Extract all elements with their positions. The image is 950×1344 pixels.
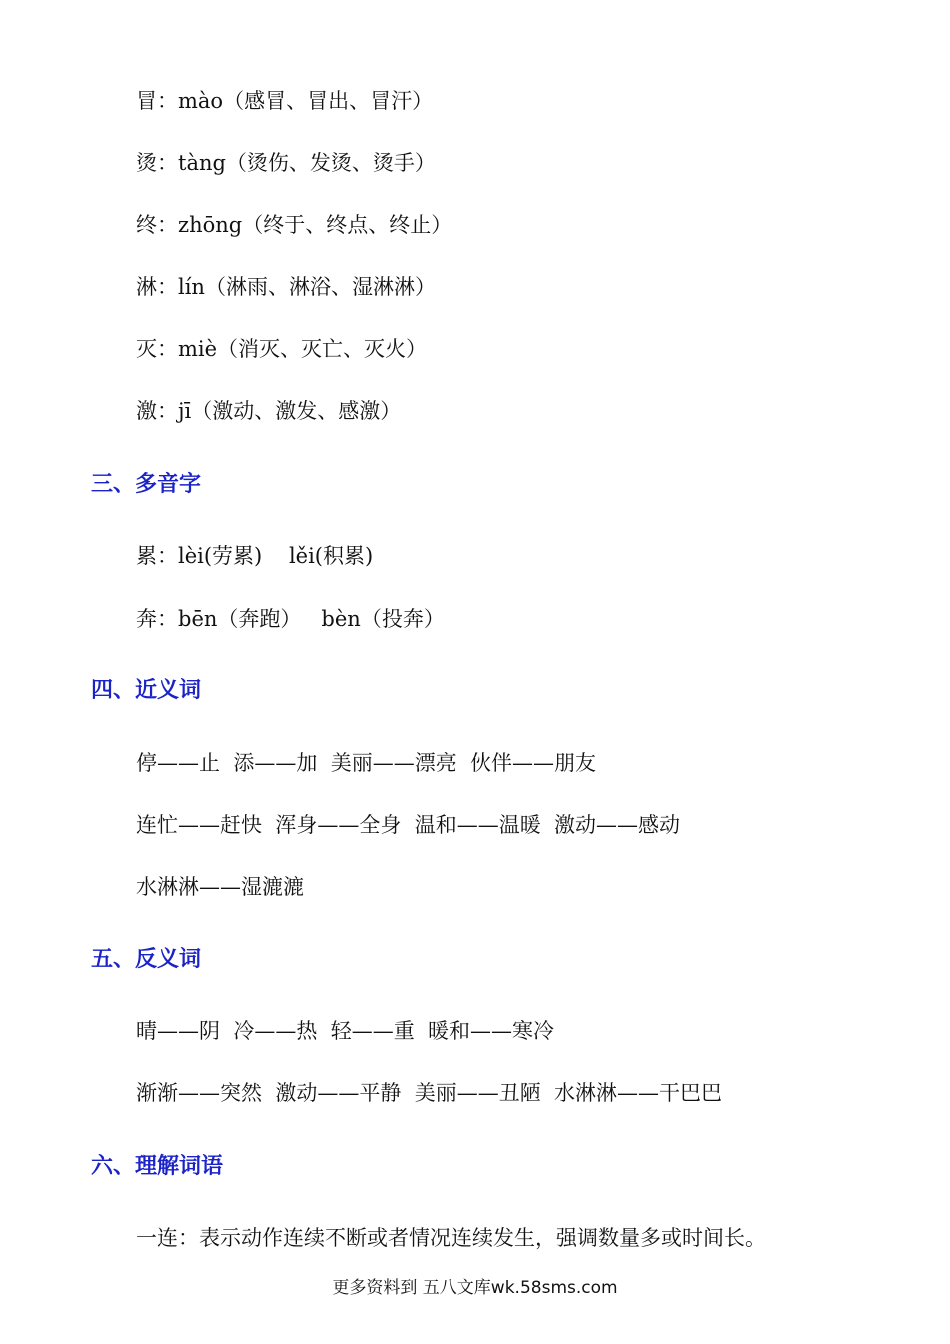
- entry-zhong: 终：zhōng（终于、终点、终止）: [136, 213, 453, 237]
- entry-mie: 灭：miè（消灭、灭亡、灭火）: [136, 337, 428, 361]
- entry-tang: 烫：tàng（烫伤、发烫、烫手）: [136, 151, 436, 175]
- synonyms-line-1: 停——止 添——加 美丽——漂亮 伙伴——朋友: [136, 751, 597, 775]
- section-heading-word-meanings: 六、理解词语: [91, 1154, 224, 1179]
- section-heading-antonyms: 五、反义词: [91, 947, 202, 972]
- antonyms-line-2: 渐渐——突然 激动——平静 美丽——丑陋 水淋淋——干巴巴: [136, 1081, 723, 1105]
- footer-source-text: 更多资料到 五八文库wk.58sms.com: [332, 1278, 618, 1298]
- synonyms-line-3: 水淋淋——湿漉漉: [136, 875, 304, 899]
- word-meaning-yilian: 一连：表示动作连续不断或者情况连续发生，强调数量多或时间长。: [136, 1226, 766, 1250]
- antonyms-line-1: 晴——阴 冷——热 轻——重 暖和——寒冷: [136, 1019, 555, 1043]
- entry-ji: 激：jī（激动、激发、感激）: [136, 399, 402, 423]
- section-heading-synonyms: 四、近义词: [91, 678, 202, 703]
- entry-mao: 冒：mào（感冒、冒出、冒汗）: [136, 89, 434, 113]
- section-heading-polyphonic: 三、多音字: [91, 472, 202, 497]
- polyphonic-line-ben: 奔：bēn（奔跑） bèn（投奔）: [136, 607, 445, 631]
- synonyms-line-2: 连忙——赶快 浑身——全身 温和——温暖 激动——感动: [136, 813, 681, 837]
- polyphonic-line-lei: 累：lèi(劳累) lěi(积累): [136, 544, 374, 568]
- entry-lin: 淋：lín（淋雨、淋浴、湿淋淋）: [136, 275, 436, 299]
